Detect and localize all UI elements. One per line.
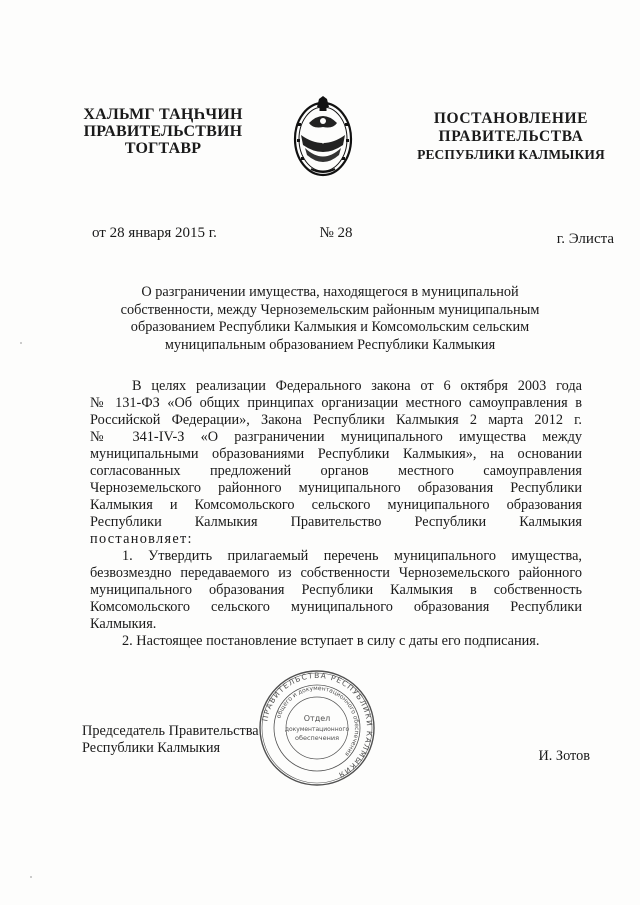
stamp-center-line-1: Отдел (303, 714, 331, 723)
body-line: согласованных предложений органов местного самоуправления (90, 463, 582, 479)
body-line: безвозмездно передаваемого из собственности Черноземельского районного (90, 565, 582, 581)
header-kalmyk (68, 106, 258, 157)
body-line: муниципального образования Республики Калмыкия в собственность (90, 582, 582, 598)
title-line: образованием Республики Калмыкия и Комсомольским сельским (130, 319, 530, 335)
body-item-2: 2. Настоящее постановление вступает в силу с даты его подписания. (122, 633, 540, 649)
title-line: муниципальным образованием Республики Калмыкия (164, 336, 496, 353)
header-kalmyk-line-2: ПРАВИТЕЛЬСТВИН (83, 123, 243, 140)
body-line-resolves: постановляет: (90, 531, 193, 547)
title-line: собственности, между Черноземельским районным муниципальным (120, 301, 540, 318)
body-line: В целях реализации Федерального закона от 6 октября 2003 года (132, 378, 582, 394)
stamp-center-line-3: обеспечения (294, 734, 340, 742)
official-seal-stamp (258, 669, 376, 787)
signatory-title-line-1: Председатель Правительства (82, 723, 259, 739)
body-line: Республики Калмыкия Правительство Республики Калмыкия (90, 514, 582, 530)
signatory-name: И. Зотов (538, 748, 590, 764)
signatory-title (82, 723, 259, 757)
body-line: Черноземельского районного муниципального образования Республики (90, 480, 582, 496)
body-line: Калмыкия. (90, 616, 157, 632)
stamp-outer-text: ПРАВИТЕЛЬСТВА РЕСПУБЛИКИ КАЛМЫКИЯ (260, 670, 375, 781)
signatory-title-line-2: Республики Калмыкия (82, 740, 221, 756)
body-line: Российской Федерации», Закона Республики Калмыкия 2 марта 2012 г. (90, 412, 582, 428)
body-line: муниципальными образованиями Республики Калмыкия», на основании (90, 446, 582, 462)
header-kalmyk-line-1: ХАЛЬМГ ТАҢҺЧИН (83, 106, 243, 123)
header-russian-line-3: РЕСПУБЛИКИ КАЛМЫКИЯ (417, 147, 605, 162)
decree-date: от 28 января 2015 г. (92, 225, 217, 241)
body-item-1: 1. Утвердить прилагаемый перечень муниципального имущества, (122, 548, 582, 564)
header-kalmyk-line-3: ТОГТАВР (124, 140, 202, 157)
decree-title (110, 284, 550, 354)
body-line: № 341-IV-З «О разграничении муниципального имущества между (90, 429, 582, 445)
body-line: Комсомольского сельского муниципального образования Республики (90, 599, 582, 615)
stamp-center-line-2: документационного (284, 726, 350, 733)
decree-body (90, 378, 582, 650)
header-russian-line-1: ПОСТАНОВЛЕНИЕ (433, 110, 589, 127)
scan-speck (30, 876, 32, 878)
stamp-inner-text: общего и документационного обеспечения (275, 684, 361, 758)
coat-of-arms-emblem (289, 93, 357, 179)
decree-number: № 28 (319, 225, 353, 241)
header-russian-line-2: ПРАВИТЕЛЬСТВА (438, 128, 584, 145)
title-line: О разграничении имущества, находящегося в муниципальной (141, 284, 519, 300)
scan-speck (20, 342, 22, 344)
body-line: № 131-ФЗ «Об общих принципах организации местного самоуправления в (90, 395, 582, 411)
header-russian (406, 110, 616, 164)
decree-city: г. Элиста (556, 231, 614, 247)
body-line: Калмыкия и Комсомольского сельского муниципального образования (90, 497, 582, 513)
